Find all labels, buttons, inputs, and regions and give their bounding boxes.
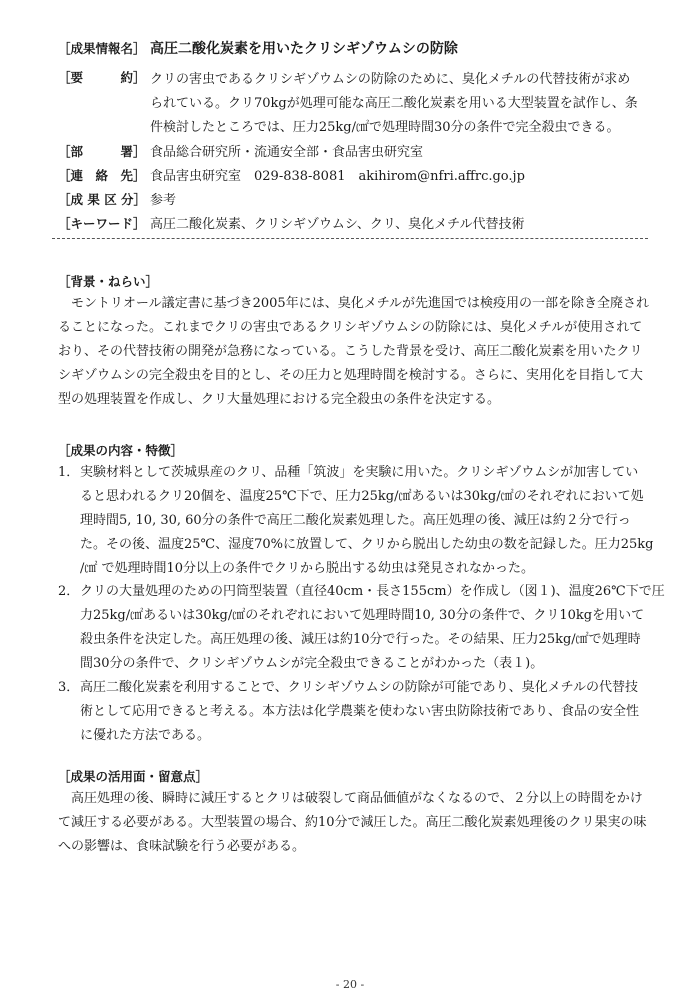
page-number: - 20 - [335,978,365,991]
contact-value: 食品害虫研究室 029-838-8081 akihirom@nfri.affrc.go.jp [150,169,525,184]
results-item-3 [58,676,658,748]
item-line: 間30分の条件で、クリシギゾウムシが完全殺虫できることがわかった（表１)。 [80,656,544,671]
results-item-2 [58,580,665,676]
keywords-row [58,213,658,232]
title-row [58,38,658,58]
summary-line: 件検討したところでは、圧力25kg/㎠で処理時間30分の条件で完全殺虫できる。 [150,120,620,135]
paragraph-line: モントリオール議定書に基づき2005年には、臭化メチルが先進国では検疫用の一部を除き全廃され [58,296,650,311]
department-value: 食品総合研究所・流通安全部・食品害虫研究室 [150,145,424,160]
keywords-value: 高圧二酸化炭素、クリシギゾウムシ、クリ、臭化メチル代替技術 [150,217,525,232]
contact-label: ［連 絡 先］ [58,168,146,183]
item-line: 力25kg/㎠あるいは30kg/㎠のそれぞれにおいて処理時間10, 30分の条件で、クリ10kgを用いて [80,608,645,623]
category-label: ［成 果 区 分］ [58,192,147,207]
summary-line: られている。クリ70kgが処理可能な高圧二酸化炭素を用いる大型装置を試作し、条 [150,96,638,111]
summary-line: クリの害虫であるクリシギゾウムシの防除のために、臭化メチルの代替技術が求め [150,72,631,87]
paragraph-line: への影響は、食味試験を行う必要がある。 [58,839,306,854]
category-row [58,189,658,208]
usage-heading: ［成果の活用面・留意点］ [58,769,209,784]
department-label: ［部 署］ [58,144,146,159]
item-line: に優れた方法である。 [80,728,211,743]
category-value: 参考 [150,193,177,208]
item-line: 高圧二酸化炭素を利用することで、クリシギゾウムシの防除が可能であり、臭化メチルの代替技 [80,680,638,695]
summary-label: ［要 約］ [58,70,146,85]
background-heading: ［背景・ねらい］ [58,274,159,289]
dashed-divider [52,238,648,239]
item-line: /㎠ で処理時間10分以上の条件でクリから脱出する幼虫は発見されなかった。 [80,561,535,576]
item-line: た。その後、温度25℃、湿度70%に放置して、クリから脱出した幼虫の数を記録した。圧力25kg [80,537,654,552]
item-number: 2． [58,584,80,599]
results-heading: ［成果の内容・特徴］ [58,443,184,458]
paragraph-line: 高圧処理の後、瞬時に減圧するとクリは破裂して商品価値がなくなるので、２分以上の時間をかけ [58,791,643,806]
item-number: 1． [58,465,80,480]
item-line: ると思われるクリ20個を、温度25℃下で、圧力25kg/㎠あるいは30kg/㎠のそれぞれにおいて処 [80,489,644,504]
item-number: 3． [58,680,80,695]
paragraph-line: 型の処理装置を作成し、クリ大量処理における完全殺虫の条件を決定する。 [58,392,501,407]
results-item-1 [58,461,658,581]
background-paragraph [58,292,658,412]
item-line: 理時間5, 10, 30, 60分の条件で高圧二酸化炭素処理した。高圧処理の後、減圧は約２分で行っ [80,513,631,528]
contact-row [58,165,658,184]
item-line: 殺虫条件を決定した。高圧処理の後、減圧は約10分で行った。その結果、圧力25kg/㎠で処理時 [80,632,641,647]
paragraph-line: シギゾウムシの完全殺虫を目的とし、その圧力と処理時間を検討する。さらに、実用化を目指して大 [58,368,643,383]
summary-text [150,68,650,140]
usage-paragraph [58,787,658,859]
department-row [58,141,658,160]
item-line: 術として応用できると考える。本方法は化学農薬を使わない害虫防除技術であり、食品の安全性 [80,704,640,719]
item-line: クリの大量処理のための円筒型装置（直径40cm・長さ155cm）を作成し（図１)、温度26℃下で圧 [80,584,665,599]
item-line: 実験材料として茨城県産のクリ、品種「筑波」を実験に用いた。クリシギゾウムシが加害してい [80,465,639,480]
paragraph-line: おり、その代替技術の開発が急務になっている。こうした背景を受け、高圧二酸化炭素を用いたクリ [58,344,643,359]
title-label: ［成果情報名］ [58,41,146,56]
document-title: 高圧二酸化炭素を用いたクリシギゾウムシの防除 [150,41,458,57]
keywords-label: ［キーワード］ [58,216,146,231]
paragraph-line: ることになった。これまでクリの害虫であるクリシギゾウムシの防除には、臭化メチルが使用されて [58,320,643,335]
paragraph-line: て減圧する必要がある。大型装置の場合、約10分で減圧した。高圧二酸化炭素処理後のクリ果実の味 [58,815,647,830]
